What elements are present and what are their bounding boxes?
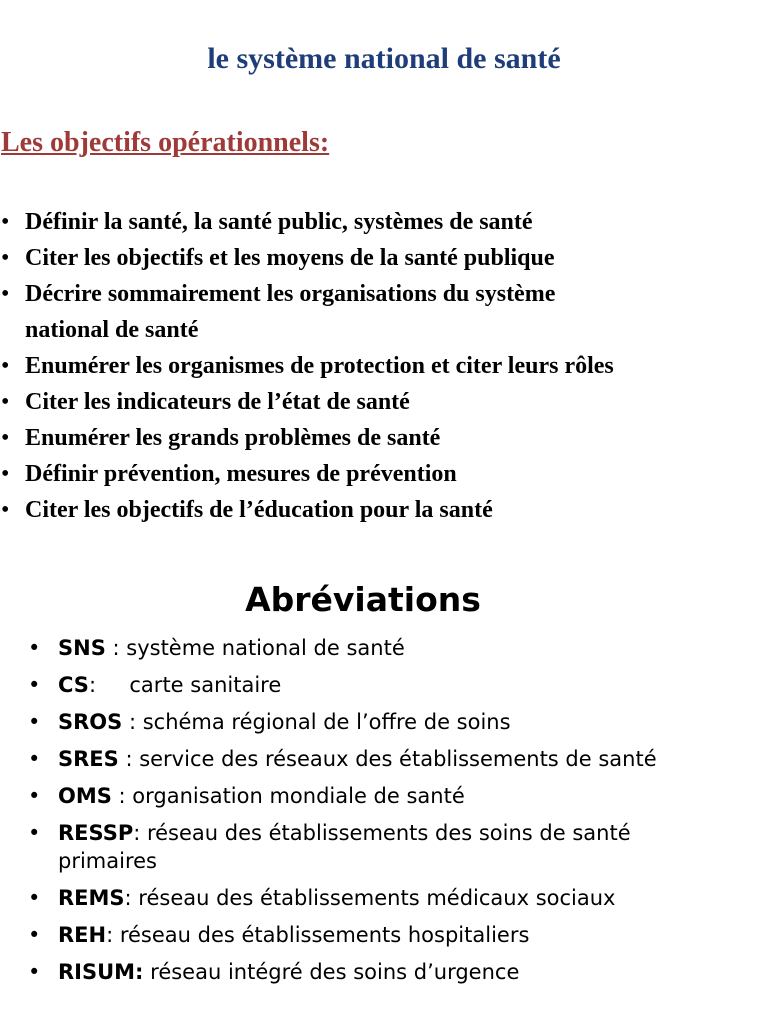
objective-item: [0, 348, 768, 384]
abbreviation-code: CS: [58, 673, 89, 697]
abbreviation-item: [0, 884, 678, 912]
abbreviation-description: : réseau des établissements médicaux sociaux: [124, 886, 616, 910]
abbreviations-list: [0, 634, 768, 995]
bullet-icon: •: [28, 821, 41, 845]
abbreviation-description: : carte sanitaire: [88, 673, 282, 697]
objective-item: [0, 204, 768, 240]
bullet-icon: •: [1, 461, 10, 487]
objective-text: Définir la santé, la santé public, systèmes de santé: [25, 209, 533, 235]
abbreviation-code: RISUM:: [58, 960, 144, 984]
abbreviation-item: [0, 745, 678, 773]
objective-item: [0, 420, 768, 456]
objectives-list: [0, 204, 768, 528]
bullet-icon: •: [28, 747, 41, 771]
abbreviation-description: : service des réseaux des établissements de santé: [118, 747, 657, 771]
page-title: le système national de santé: [207, 42, 561, 75]
abbreviation-description: : réseau des établissements hospitaliers: [106, 923, 530, 947]
bullet-icon: •: [28, 710, 41, 734]
abbreviation-item: [0, 921, 678, 949]
objectives-heading: Les objectifs opérationnels:: [1, 127, 330, 158]
bullet-icon: •: [1, 281, 10, 307]
objective-item: [0, 240, 768, 276]
objective-text: Citer les objectifs et les moyens de la santé publique: [25, 245, 555, 271]
abbreviation-code: SRES: [58, 747, 119, 771]
bullet-icon: •: [28, 784, 41, 808]
objective-text: Enumérer les organismes de protection et citer leurs rôles: [25, 353, 614, 379]
abbreviation-item: [0, 958, 678, 986]
abbreviation-item: [0, 819, 678, 875]
abbreviation-code: SNS: [58, 636, 106, 660]
bullet-icon: •: [1, 245, 10, 271]
abbreviation-code: REMS: [58, 886, 125, 910]
objective-text: Définir prévention, mesures de prévention: [25, 461, 457, 487]
bullet-icon: •: [28, 960, 41, 984]
bullet-icon: •: [28, 673, 41, 697]
bullet-icon: •: [28, 923, 41, 947]
bullet-icon: •: [28, 636, 41, 660]
bullet-icon: •: [1, 209, 10, 235]
objective-item-continuation: [0, 312, 768, 348]
objective-item: [0, 492, 768, 528]
bullet-icon: •: [28, 886, 41, 910]
abbreviation-item: [0, 708, 678, 736]
bullet-icon: •: [1, 425, 10, 451]
abbreviation-code: SROS: [58, 710, 123, 734]
abbreviation-item: [0, 634, 678, 662]
bullet-icon: •: [1, 353, 10, 379]
abbreviation-description: : organisation mondiale de santé: [111, 784, 465, 808]
objective-item: [0, 384, 768, 420]
objective-text: Décrire sommairement les organisations du système: [25, 281, 556, 307]
objective-text: Citer les indicateurs de l’état de santé: [25, 389, 410, 415]
bullet-icon: •: [1, 389, 10, 415]
abbreviation-description: : système national de santé: [105, 636, 405, 660]
abbreviation-item: [0, 782, 678, 810]
abbreviation-code: REH: [58, 923, 107, 947]
abbreviation-code: OMS: [58, 784, 112, 808]
objective-item: [0, 276, 768, 312]
objective-text: Enumérer les grands problèmes de santé: [25, 425, 441, 451]
bullet-icon: •: [1, 497, 10, 523]
abbreviation-description: réseau intégré des soins d’urgence: [143, 960, 520, 984]
abbreviation-code: RESSP: [58, 821, 134, 845]
objective-text: Citer les objectifs de l’éducation pour la santé: [25, 497, 493, 523]
objective-text: national de santé: [25, 317, 199, 343]
abbreviation-description: : réseau des établissements des soins de santé primaires: [58, 821, 631, 873]
abbreviation-description: : schéma régional de l’offre de soins: [122, 710, 511, 734]
abbreviations-heading: Abréviations: [245, 580, 481, 619]
abbreviation-item: [0, 671, 678, 699]
objective-item: [0, 456, 768, 492]
